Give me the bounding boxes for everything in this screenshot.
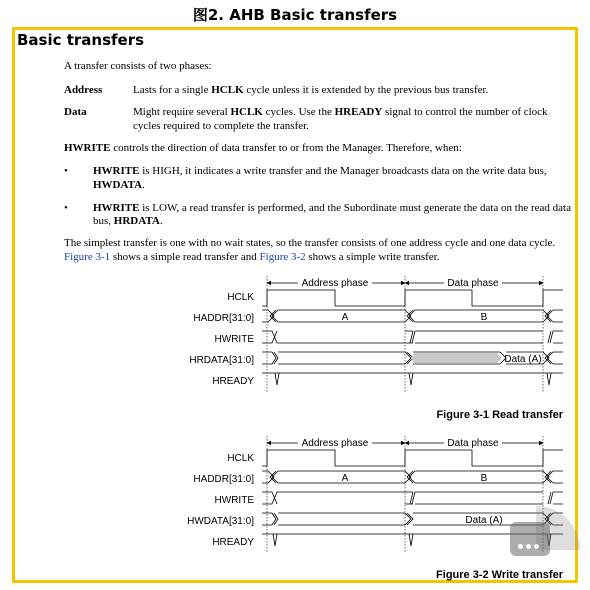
- hready-waveform: [262, 373, 563, 385]
- simplest-line2: Figure 3-1 shows a simple read transfer and Figure 3-2 shows a simple write transfer.: [64, 251, 440, 263]
- intro-text: A transfer consists of two phases:: [64, 60, 212, 72]
- signal-label-hclk: HCLK: [227, 292, 254, 303]
- bullet-marker: •: [64, 165, 68, 177]
- figure-3-2-caption: Figure 3-2 Write transfer: [436, 569, 563, 581]
- bullet-1-line2: HWDATA.: [93, 179, 145, 191]
- phase-desc-data-line2: cycles required to complete the transfer.: [133, 120, 309, 132]
- phase-term-address: Address: [64, 84, 103, 96]
- haddr-value-b: B: [480, 473, 488, 484]
- data-phase-label: Data phase: [447, 278, 499, 289]
- write-transfer-diagram: [187, 436, 564, 581]
- bullet-2-line1: HWRITE is LOW, a read transfer is performed, and the Subordinate must generate the data on the read data: [93, 202, 571, 214]
- section-title: Basic transfers: [17, 31, 145, 49]
- address-phase-label: Address phase: [301, 438, 369, 449]
- hwrite-waveform: [262, 331, 563, 343]
- signal-label-hready: HREADY: [212, 537, 254, 548]
- phase-desc-data: Might require several HCLK cycles. Use the HREADY signal to control the number of clock: [133, 106, 548, 118]
- hwrite-paragraph: HWRITE controls the direction of data transfer to or from the Manager. Therefore, when:: [64, 142, 462, 154]
- bullet-marker: •: [64, 202, 68, 214]
- signal-label-haddr: HADDR[31:0]: [193, 313, 254, 324]
- hclk-waveform: [262, 450, 563, 466]
- signal-label-haddr: HADDR[31:0]: [193, 474, 254, 485]
- haddr-value-a: A: [341, 473, 349, 484]
- signal-label-hwdata: HWDATA[31:0]: [187, 516, 254, 527]
- watermark-chat-icon: [510, 522, 550, 556]
- hrdata-shaded-region: [411, 353, 502, 363]
- signal-label-hready: HREADY: [212, 376, 254, 387]
- bullet-2-line2: bus, HRDATA.: [93, 215, 163, 227]
- data-phase-label: Data phase: [447, 438, 499, 449]
- read-transfer-diagram: [189, 276, 563, 421]
- simplest-line1: The simplest transfer is one with no wait states, so the transfer consists of one address cycle and one data cycle.: [64, 237, 556, 249]
- haddr-bus: [262, 471, 563, 483]
- hwdata-value: Data (A): [465, 515, 503, 526]
- signal-label-hwrite: HWRITE: [214, 334, 254, 345]
- address-phase-label: Address phase: [301, 278, 369, 289]
- hrdata-value: Data (A): [504, 354, 542, 365]
- link-figure-3-2[interactable]: Figure 3-2: [259, 251, 306, 263]
- bullet-1-line1: HWRITE is HIGH, it indicates a write transfer and the Manager broadcasts data on the write data bus,: [93, 165, 547, 177]
- signal-label-hclk: HCLK: [227, 453, 254, 464]
- signal-label-hwrite: HWRITE: [214, 495, 254, 506]
- haddr-bus: [262, 310, 563, 322]
- signal-label-hrdata: HRDATA[31:0]: [189, 355, 254, 366]
- phase-term-data: Data: [64, 106, 87, 118]
- figure-3-1-caption: Figure 3-1 Read transfer: [436, 409, 563, 421]
- hclk-waveform: [262, 290, 563, 306]
- hwrite-waveform: [262, 492, 563, 504]
- figure-caption: 图2. AHB Basic transfers: [192, 6, 398, 24]
- haddr-value-b: B: [480, 312, 488, 323]
- phase-desc-address: Lasts for a single HCLK cycle unless it is extended by the previous bus transfer.: [133, 84, 489, 96]
- link-figure-3-1[interactable]: Figure 3-1: [64, 251, 111, 263]
- haddr-value-a: A: [341, 312, 349, 323]
